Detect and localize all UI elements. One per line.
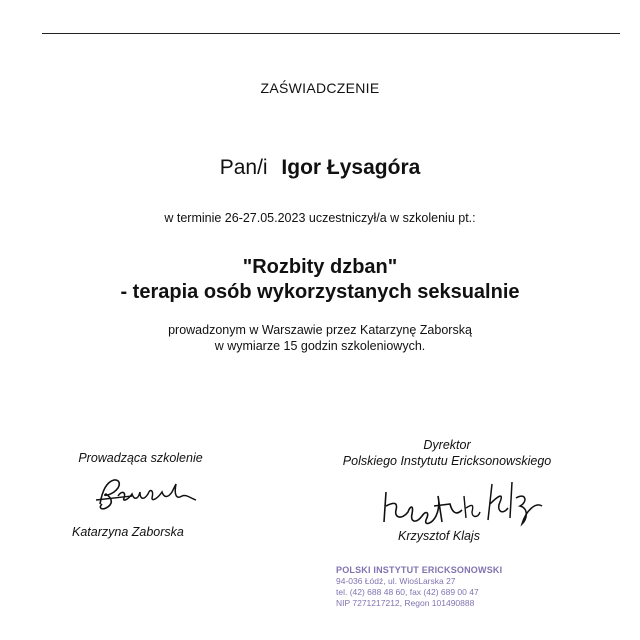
stamp-line3: tel. (42) 688 48 60, fax (42) 689 00 47	[336, 587, 479, 597]
recipient-prefix: Pan/i	[219, 156, 268, 179]
course-title	[0, 255, 640, 305]
institute-stamp	[336, 565, 516, 609]
description-line2: w wymiarze 15 godzin szkoleniowych.	[214, 339, 426, 353]
document-title: ZAŚWIADCZENIE	[260, 80, 380, 96]
stamp-line2: 94-036 Łódź, ul. WiośLarska 27	[336, 576, 456, 586]
right-signatory-role	[330, 437, 564, 469]
term-line: w terminie 26-27.05.2023 uczestniczył/a w szkoleniu pt.:	[164, 211, 476, 225]
stamp-line4: NIP 7271217212, Regon 101490888	[336, 598, 475, 608]
course-title-line2: - terapia osób wykorzystanych seksualnie	[120, 281, 520, 303]
top-rule	[42, 33, 620, 34]
course-description	[0, 322, 640, 354]
recipient-line	[0, 156, 640, 180]
right-role-line1: Dyrektor	[423, 438, 471, 452]
right-signature	[376, 472, 552, 534]
recipient-name: Igor Łysagóra	[281, 156, 421, 179]
right-signatory-name: Krzysztof Klajs	[398, 529, 480, 543]
stamp-line1: POLSKI INSTYTUT ERICKSONOWSKI	[336, 565, 503, 575]
left-signature	[92, 474, 202, 516]
description-line1: prowadzonym w Warszawie przez Katarzynę Zaborską	[168, 323, 472, 337]
left-signatory-name: Katarzyna Zaborska	[72, 525, 184, 539]
right-role-line2: Polskiego Instytutu Ericksonowskiego	[342, 454, 552, 468]
left-signatory-role: Prowadząca szkolenie	[78, 451, 203, 465]
course-title-line1: "Rozbity dzban"	[242, 256, 398, 278]
